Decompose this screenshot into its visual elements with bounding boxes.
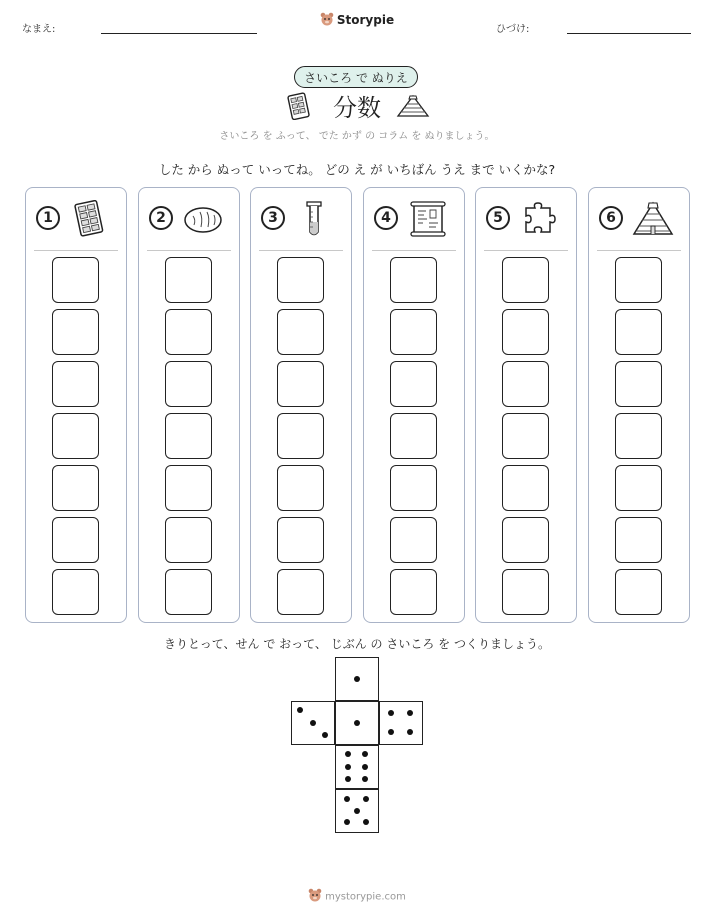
- die-face-4: [379, 701, 423, 745]
- column-5: [475, 187, 577, 623]
- coloring-box[interactable]: [165, 465, 212, 511]
- coloring-box[interactable]: [615, 361, 662, 407]
- die-pip: [354, 720, 360, 726]
- coloring-box[interactable]: [390, 257, 437, 303]
- coloring-box[interactable]: [390, 309, 437, 355]
- column-header: [261, 200, 345, 240]
- die-pip: [363, 819, 369, 825]
- die-face-6: [335, 745, 379, 789]
- column-divider: [372, 250, 456, 251]
- die-pip: [322, 732, 328, 738]
- die-face-1: [335, 657, 379, 701]
- column-number: 5: [486, 206, 510, 230]
- dice-instruction: きりとって、せん で おって、 じぶん の さいころ を つくりましょう。: [164, 637, 550, 651]
- column-divider: [484, 250, 568, 251]
- die-pip: [363, 796, 369, 802]
- die-pip: [407, 710, 413, 716]
- pyramid-icon: [631, 200, 675, 238]
- column-number: 2: [149, 206, 173, 230]
- die-pip: [345, 764, 351, 770]
- column-2: [138, 187, 240, 623]
- brand-logo: [0, 12, 714, 29]
- die-face-1: [335, 701, 379, 745]
- coloring-box[interactable]: [277, 517, 324, 563]
- activity-badge: さいころ で ぬりえ: [294, 66, 418, 88]
- brand-name: Storypie: [336, 13, 395, 27]
- column-6: [588, 187, 690, 623]
- bread-loaf-icon: [181, 200, 225, 238]
- die-pip: [388, 729, 394, 735]
- page-title: 分数: [333, 94, 381, 122]
- column-divider: [34, 250, 118, 251]
- coloring-box[interactable]: [165, 257, 212, 303]
- instruction: した から ぬって いってね。 どの え が いちばん うえ まで いくかな?: [158, 162, 556, 177]
- coloring-box[interactable]: [52, 361, 99, 407]
- column-header: [36, 200, 120, 240]
- coloring-box[interactable]: [390, 569, 437, 615]
- date-label: ひづけ:: [496, 24, 530, 35]
- coloring-box[interactable]: [277, 413, 324, 459]
- die-pip: [362, 764, 368, 770]
- coloring-box[interactable]: [615, 465, 662, 511]
- coloring-box[interactable]: [277, 309, 324, 355]
- column-3: [250, 187, 352, 623]
- column-header: [374, 200, 458, 240]
- die-pip: [345, 776, 351, 782]
- coloring-box[interactable]: [615, 517, 662, 563]
- coloring-box[interactable]: [165, 569, 212, 615]
- coloring-box[interactable]: [277, 569, 324, 615]
- coloring-box[interactable]: [165, 361, 212, 407]
- coloring-box[interactable]: [52, 465, 99, 511]
- coloring-box[interactable]: [165, 413, 212, 459]
- die-pip: [362, 751, 368, 757]
- column-number: 1: [36, 206, 60, 230]
- date-line: [567, 33, 691, 34]
- column-1: [25, 187, 127, 623]
- coloring-box[interactable]: [52, 569, 99, 615]
- coloring-box[interactable]: [52, 257, 99, 303]
- die-pip: [344, 796, 350, 802]
- coloring-box[interactable]: [52, 517, 99, 563]
- coloring-box[interactable]: [390, 465, 437, 511]
- die-pip: [362, 776, 368, 782]
- coloring-box[interactable]: [277, 465, 324, 511]
- coloring-box[interactable]: [502, 361, 549, 407]
- scroll-icon: [406, 200, 450, 238]
- die-pip: [407, 729, 413, 735]
- coloring-box[interactable]: [615, 309, 662, 355]
- column-divider: [147, 250, 231, 251]
- coloring-box[interactable]: [502, 569, 549, 615]
- column-divider: [259, 250, 343, 251]
- bear-icon: [308, 888, 322, 905]
- column-number: 6: [599, 206, 623, 230]
- coloring-box[interactable]: [52, 309, 99, 355]
- coloring-box[interactable]: [277, 361, 324, 407]
- coloring-box[interactable]: [615, 413, 662, 459]
- die-pip: [297, 707, 303, 713]
- footer: [0, 888, 714, 905]
- title-pyramid-icon: [396, 94, 430, 122]
- column-number: 4: [374, 206, 398, 230]
- die-pip: [388, 710, 394, 716]
- puzzle-piece-icon: [518, 200, 562, 238]
- coloring-box[interactable]: [390, 361, 437, 407]
- coloring-box[interactable]: [390, 413, 437, 459]
- coloring-box[interactable]: [165, 309, 212, 355]
- coloring-box[interactable]: [52, 413, 99, 459]
- coloring-box[interactable]: [390, 517, 437, 563]
- coloring-box[interactable]: [165, 517, 212, 563]
- chocolate-bar-icon: [68, 200, 112, 238]
- column-divider: [597, 250, 681, 251]
- coloring-box[interactable]: [502, 413, 549, 459]
- column-4: [363, 187, 465, 623]
- die-pip: [354, 676, 360, 682]
- coloring-box[interactable]: [502, 517, 549, 563]
- column-header: [486, 200, 570, 240]
- coloring-box[interactable]: [615, 257, 662, 303]
- die-pip: [354, 808, 360, 814]
- coloring-box[interactable]: [502, 309, 549, 355]
- column-header: [599, 200, 683, 240]
- test-tube-icon: [293, 200, 337, 238]
- name-label: なまえ:: [22, 24, 56, 35]
- subtitle: さいころ を ふって、 でた かず の コラム を ぬりましょう。: [219, 131, 495, 142]
- coloring-box[interactable]: [502, 257, 549, 303]
- footer-url: mystorypie.com: [325, 891, 406, 903]
- coloring-box[interactable]: [277, 257, 324, 303]
- die-face-3: [291, 701, 335, 745]
- coloring-box[interactable]: [615, 569, 662, 615]
- die-face-5: [335, 789, 379, 833]
- die-pip: [310, 720, 316, 726]
- column-number: 3: [261, 206, 285, 230]
- name-line: [101, 33, 257, 34]
- die-pip: [345, 751, 351, 757]
- coloring-box[interactable]: [502, 465, 549, 511]
- die-pip: [344, 819, 350, 825]
- bear-icon: [320, 12, 334, 29]
- column-header: [149, 200, 233, 240]
